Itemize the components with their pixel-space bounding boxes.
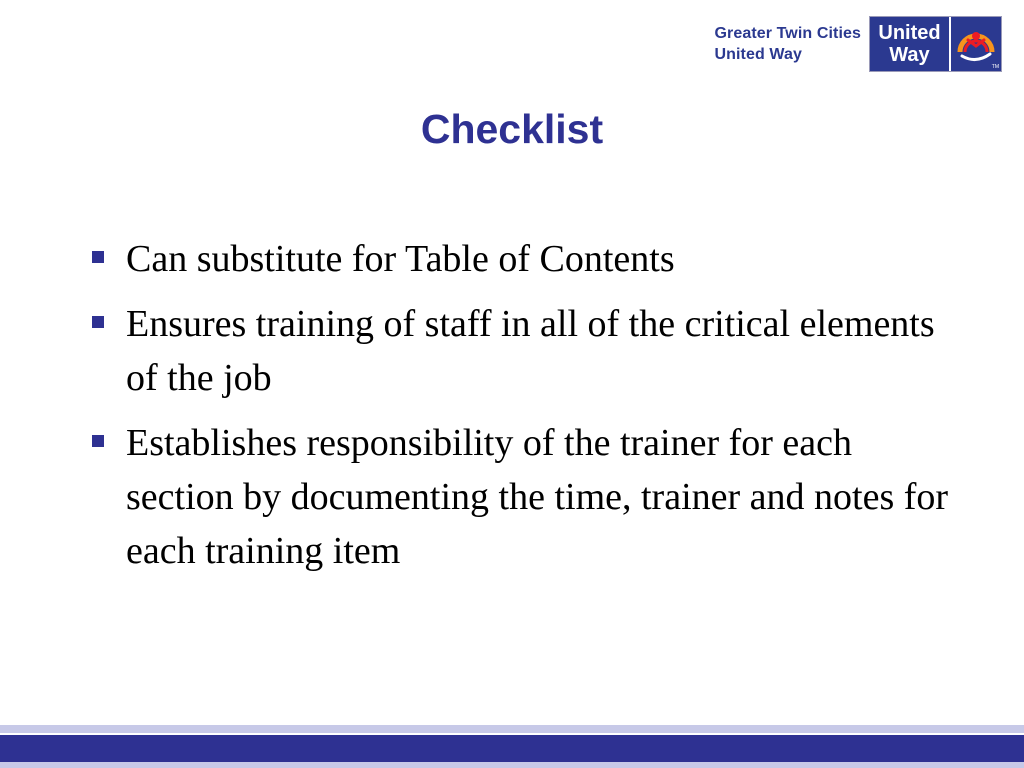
helping-hand-rainbow-svg: [954, 22, 998, 66]
logo-line-1: Greater Twin Cities: [714, 25, 861, 42]
united-way-logo: [714, 16, 1002, 72]
square-bullet-icon: [92, 435, 104, 447]
logo-badge: [869, 16, 1002, 72]
bullet-text: Can substitute for Table of Contents: [126, 238, 675, 280]
square-bullet-icon: [92, 316, 104, 328]
helping-hand-rainbow-icon: [949, 17, 1001, 71]
bullet-text: Ensures training of staff in all of the critical elements of the job: [126, 303, 935, 399]
square-bullet-icon: [92, 251, 104, 263]
logo-badge-line-2: Way: [889, 44, 930, 66]
logo-line-2: United Way: [714, 46, 802, 63]
slide-title: Checklist: [420, 106, 604, 152]
footer-bar-bottom: [0, 762, 1024, 768]
bullet-item: [90, 232, 950, 286]
logo-badge-line-1: United: [878, 22, 941, 44]
bullet-text: Establishes responsibility of the trainer for each section by documenting the time, trainer and notes for each training item: [126, 422, 949, 572]
bullet-list: [90, 232, 950, 589]
footer-bar-dark: [0, 735, 1024, 762]
logo-wordmark: [714, 23, 861, 65]
logo-trademark: TM: [991, 64, 999, 70]
bullet-item: [90, 297, 950, 405]
logo-badge-words: [870, 17, 949, 71]
footer-bar-light: [0, 725, 1024, 733]
bullet-item: [90, 416, 950, 578]
